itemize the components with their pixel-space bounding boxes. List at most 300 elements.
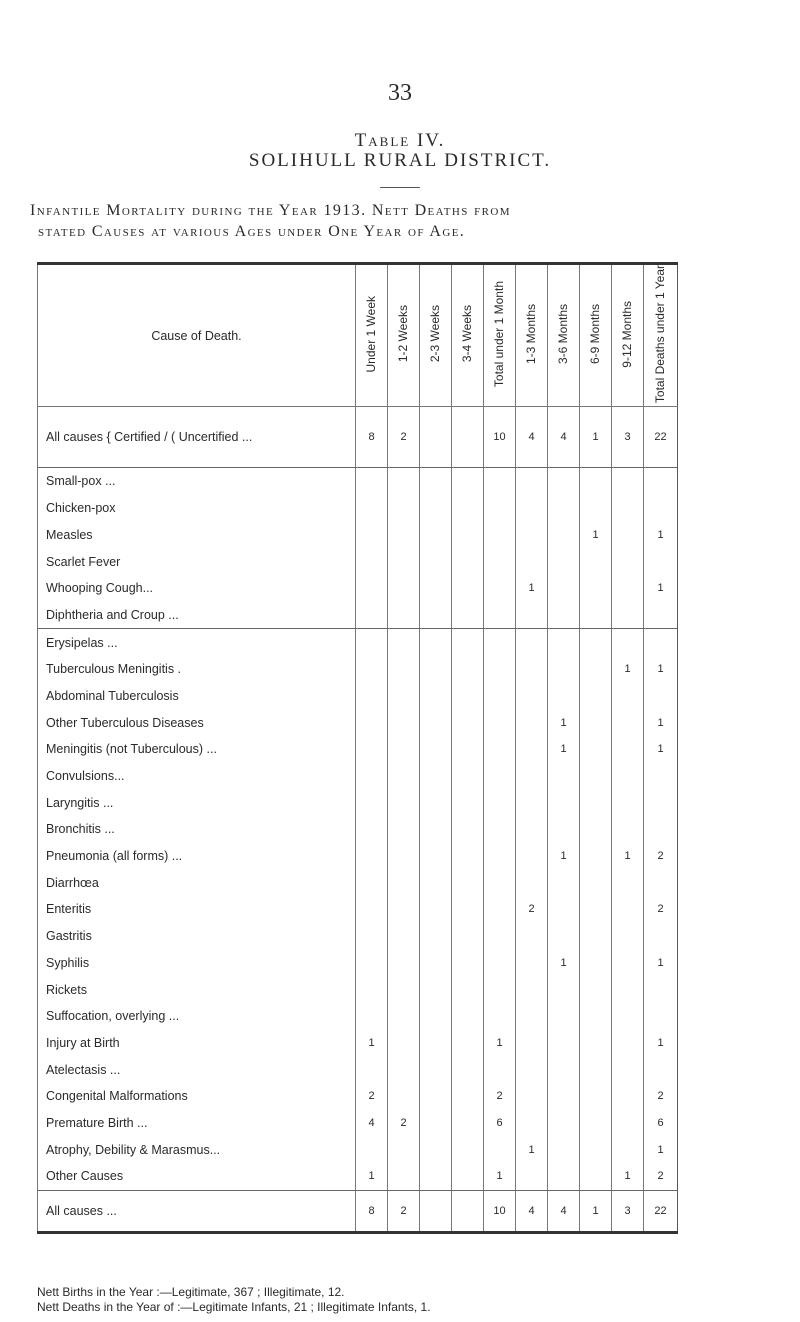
cell bbox=[516, 602, 548, 629]
cell bbox=[356, 656, 388, 683]
cell: 1 bbox=[612, 656, 644, 683]
cell bbox=[644, 629, 678, 656]
row-label: Atrophy, Debility & Marasmus... bbox=[38, 1136, 356, 1163]
cell bbox=[516, 976, 548, 1003]
cell bbox=[612, 1030, 644, 1057]
cell bbox=[644, 923, 678, 950]
cell bbox=[484, 1056, 516, 1083]
cell bbox=[484, 896, 516, 923]
cell bbox=[356, 976, 388, 1003]
cell bbox=[644, 976, 678, 1003]
cell: 4 bbox=[548, 407, 580, 468]
cell: 1 bbox=[580, 407, 612, 468]
cell bbox=[388, 949, 420, 976]
cell bbox=[548, 548, 580, 575]
cell bbox=[484, 656, 516, 683]
cell bbox=[356, 843, 388, 870]
cell bbox=[388, 1030, 420, 1057]
cell: 2 bbox=[388, 1190, 420, 1232]
cell bbox=[452, 816, 484, 843]
cell bbox=[484, 763, 516, 790]
cell: 10 bbox=[484, 407, 516, 468]
cell bbox=[580, 548, 612, 575]
header-total-under-1-month: Total under 1 Month bbox=[484, 264, 516, 407]
cell: 2 bbox=[644, 896, 678, 923]
cell: 1 bbox=[644, 656, 678, 683]
cell bbox=[516, 683, 548, 710]
cell bbox=[644, 789, 678, 816]
cell bbox=[612, 1136, 644, 1163]
cell bbox=[612, 548, 644, 575]
cell bbox=[580, 789, 612, 816]
cell bbox=[612, 949, 644, 976]
cell bbox=[580, 656, 612, 683]
cell bbox=[612, 736, 644, 763]
row-label: Convulsions... bbox=[38, 763, 356, 790]
cell: 4 bbox=[356, 1110, 388, 1137]
row-label: Bronchitis ... bbox=[38, 816, 356, 843]
cell bbox=[484, 843, 516, 870]
cell bbox=[612, 683, 644, 710]
cell: 3 bbox=[612, 1190, 644, 1232]
cell bbox=[452, 1030, 484, 1057]
cell bbox=[580, 1163, 612, 1190]
cell bbox=[612, 468, 644, 495]
cell bbox=[452, 789, 484, 816]
cell bbox=[452, 869, 484, 896]
cell bbox=[612, 896, 644, 923]
cell: 8 bbox=[356, 407, 388, 468]
header-cause: Cause of Death. bbox=[38, 264, 356, 407]
cell bbox=[356, 736, 388, 763]
cell: 10 bbox=[484, 1190, 516, 1232]
cell bbox=[388, 1003, 420, 1030]
cell bbox=[452, 923, 484, 950]
cell bbox=[580, 683, 612, 710]
cell bbox=[580, 1136, 612, 1163]
cell bbox=[452, 407, 484, 468]
cell bbox=[516, 1110, 548, 1137]
cell bbox=[548, 1056, 580, 1083]
header-row bbox=[38, 264, 678, 407]
cell bbox=[516, 869, 548, 896]
cell bbox=[644, 763, 678, 790]
row-label: Laryngitis ... bbox=[38, 789, 356, 816]
cell bbox=[420, 407, 452, 468]
cell: 1 bbox=[356, 1163, 388, 1190]
table-row bbox=[38, 736, 678, 763]
cell bbox=[388, 548, 420, 575]
cell bbox=[580, 1056, 612, 1083]
cell bbox=[452, 1056, 484, 1083]
table-row bbox=[38, 468, 678, 495]
cell bbox=[484, 923, 516, 950]
cell bbox=[484, 736, 516, 763]
cell bbox=[548, 1003, 580, 1030]
cell bbox=[420, 1083, 452, 1110]
cell: 1 bbox=[548, 843, 580, 870]
cell bbox=[644, 468, 678, 495]
cell bbox=[644, 869, 678, 896]
cell bbox=[356, 495, 388, 522]
cell bbox=[452, 548, 484, 575]
cell: 1 bbox=[612, 843, 644, 870]
cell bbox=[516, 789, 548, 816]
cell bbox=[356, 896, 388, 923]
cell bbox=[580, 1030, 612, 1057]
cell bbox=[356, 683, 388, 710]
cell: 2 bbox=[484, 1083, 516, 1110]
header-3-6-months: 3-6 Months bbox=[548, 264, 580, 407]
cell bbox=[388, 816, 420, 843]
cell: 1 bbox=[644, 575, 678, 602]
cell bbox=[420, 548, 452, 575]
cell bbox=[420, 816, 452, 843]
cell bbox=[356, 1003, 388, 1030]
table-row bbox=[38, 976, 678, 1003]
cell bbox=[580, 1110, 612, 1137]
cell bbox=[580, 602, 612, 629]
cell bbox=[420, 602, 452, 629]
cell bbox=[356, 1136, 388, 1163]
cell bbox=[516, 923, 548, 950]
cell bbox=[388, 1056, 420, 1083]
heading-line-2: stated Causes at various Ages under One Year of Age. bbox=[38, 223, 466, 240]
cell bbox=[516, 1003, 548, 1030]
cell bbox=[388, 495, 420, 522]
table-row bbox=[38, 896, 678, 923]
cell bbox=[612, 976, 644, 1003]
cell: 1 bbox=[516, 1136, 548, 1163]
table-row bbox=[38, 629, 678, 656]
cell bbox=[420, 521, 452, 548]
cell bbox=[516, 736, 548, 763]
cell bbox=[484, 468, 516, 495]
table-row bbox=[38, 1163, 678, 1190]
cell: 2 bbox=[388, 1110, 420, 1137]
row-label: Premature Birth ... bbox=[38, 1110, 356, 1137]
cell bbox=[516, 468, 548, 495]
cell: 4 bbox=[516, 407, 548, 468]
cell bbox=[484, 709, 516, 736]
row-label: Atelectasis ... bbox=[38, 1056, 356, 1083]
row-label: Other Tuberculous Diseases bbox=[38, 709, 356, 736]
cell bbox=[516, 1083, 548, 1110]
cell bbox=[644, 548, 678, 575]
cell: 3 bbox=[612, 407, 644, 468]
cell bbox=[452, 495, 484, 522]
cell bbox=[420, 1003, 452, 1030]
cell bbox=[420, 1163, 452, 1190]
cell bbox=[420, 656, 452, 683]
cell bbox=[420, 976, 452, 1003]
cell bbox=[484, 976, 516, 1003]
cell bbox=[548, 869, 580, 896]
cell bbox=[612, 1003, 644, 1030]
cell bbox=[580, 468, 612, 495]
cell bbox=[452, 468, 484, 495]
cell: 2 bbox=[644, 1163, 678, 1190]
cell bbox=[484, 602, 516, 629]
cell bbox=[580, 736, 612, 763]
cell bbox=[516, 816, 548, 843]
cell bbox=[452, 629, 484, 656]
cell bbox=[420, 789, 452, 816]
cell bbox=[612, 1083, 644, 1110]
cell bbox=[548, 656, 580, 683]
cell bbox=[548, 575, 580, 602]
table-row bbox=[38, 575, 678, 602]
cell bbox=[516, 521, 548, 548]
cell bbox=[452, 709, 484, 736]
cell bbox=[420, 949, 452, 976]
cell bbox=[388, 869, 420, 896]
cell bbox=[548, 1083, 580, 1110]
cell bbox=[548, 1030, 580, 1057]
row-label: Chicken-pox bbox=[38, 495, 356, 522]
cell bbox=[612, 495, 644, 522]
cell: 1 bbox=[644, 1136, 678, 1163]
cell bbox=[420, 763, 452, 790]
cell bbox=[484, 1003, 516, 1030]
cell bbox=[452, 521, 484, 548]
cell: 1 bbox=[548, 949, 580, 976]
cell bbox=[516, 495, 548, 522]
table-row bbox=[38, 816, 678, 843]
cell bbox=[420, 736, 452, 763]
cell bbox=[548, 976, 580, 1003]
cell bbox=[388, 683, 420, 710]
cell bbox=[452, 602, 484, 629]
cell bbox=[420, 1110, 452, 1137]
cell bbox=[484, 949, 516, 976]
cell bbox=[420, 468, 452, 495]
cell bbox=[420, 1056, 452, 1083]
cell bbox=[548, 789, 580, 816]
header-1-3-months: 1-3 Months bbox=[516, 264, 548, 407]
cell bbox=[420, 629, 452, 656]
cell: 8 bbox=[356, 1190, 388, 1232]
cell bbox=[516, 1163, 548, 1190]
cell bbox=[420, 1190, 452, 1232]
cell bbox=[484, 869, 516, 896]
cell bbox=[420, 575, 452, 602]
cell bbox=[388, 521, 420, 548]
cell: 22 bbox=[644, 1190, 678, 1232]
cell bbox=[388, 1163, 420, 1190]
row-label: Injury at Birth bbox=[38, 1030, 356, 1057]
row-label: Erysipelas ... bbox=[38, 629, 356, 656]
cell bbox=[580, 709, 612, 736]
row-label: Congenital Malformations bbox=[38, 1083, 356, 1110]
table-body bbox=[38, 407, 678, 1233]
cell bbox=[356, 1056, 388, 1083]
cell bbox=[356, 602, 388, 629]
cell: 2 bbox=[644, 843, 678, 870]
cell: 1 bbox=[644, 521, 678, 548]
row-label: Enteritis bbox=[38, 896, 356, 923]
row-label: Diphtheria and Croup ... bbox=[38, 602, 356, 629]
header-9-12-months: 9-12 Months bbox=[612, 264, 644, 407]
cell bbox=[452, 976, 484, 1003]
row-label: Whooping Cough... bbox=[38, 575, 356, 602]
cell bbox=[516, 1056, 548, 1083]
row-label: All causes ... bbox=[38, 1190, 356, 1232]
cell bbox=[356, 548, 388, 575]
cell bbox=[548, 896, 580, 923]
cell bbox=[388, 843, 420, 870]
table-row bbox=[38, 548, 678, 575]
cell bbox=[484, 575, 516, 602]
row-label: Suffocation, overlying ... bbox=[38, 1003, 356, 1030]
cell bbox=[356, 789, 388, 816]
cell bbox=[516, 656, 548, 683]
cell bbox=[356, 949, 388, 976]
cell bbox=[452, 575, 484, 602]
row-label: Rickets bbox=[38, 976, 356, 1003]
row-label: Other Causes bbox=[38, 1163, 356, 1190]
cell bbox=[644, 1056, 678, 1083]
table-row bbox=[38, 1110, 678, 1137]
cell bbox=[452, 896, 484, 923]
cell bbox=[420, 1030, 452, 1057]
cell: 1 bbox=[548, 709, 580, 736]
row-label: Measles bbox=[38, 521, 356, 548]
cell bbox=[580, 629, 612, 656]
header-3-4-weeks: 3-4 Weeks bbox=[452, 264, 484, 407]
cell bbox=[516, 629, 548, 656]
cell bbox=[548, 468, 580, 495]
cell bbox=[580, 495, 612, 522]
cell bbox=[420, 495, 452, 522]
cell bbox=[452, 1110, 484, 1137]
cell bbox=[516, 843, 548, 870]
cell bbox=[580, 763, 612, 790]
cell bbox=[484, 521, 516, 548]
cell bbox=[452, 843, 484, 870]
cell bbox=[548, 763, 580, 790]
cell bbox=[388, 468, 420, 495]
cell bbox=[452, 1136, 484, 1163]
cell bbox=[580, 976, 612, 1003]
cell: 4 bbox=[548, 1190, 580, 1232]
cell bbox=[484, 789, 516, 816]
cell: 1 bbox=[644, 736, 678, 763]
cell: 1 bbox=[516, 575, 548, 602]
cell: 1 bbox=[356, 1030, 388, 1057]
table-row bbox=[38, 869, 678, 896]
cell bbox=[484, 548, 516, 575]
cell bbox=[484, 495, 516, 522]
cell bbox=[388, 629, 420, 656]
cell: 1 bbox=[484, 1163, 516, 1190]
table-row bbox=[38, 709, 678, 736]
table-row bbox=[38, 495, 678, 522]
cell: 1 bbox=[644, 949, 678, 976]
table-row bbox=[38, 1056, 678, 1083]
cell bbox=[612, 1110, 644, 1137]
header-1-2-weeks: 1-2 Weeks bbox=[388, 264, 420, 407]
header-under-1-week: Under 1 Week bbox=[356, 264, 388, 407]
table-row bbox=[38, 923, 678, 950]
cell bbox=[644, 495, 678, 522]
row-label: Pneumonia (all forms) ... bbox=[38, 843, 356, 870]
cell: 2 bbox=[356, 1083, 388, 1110]
cell: 1 bbox=[484, 1030, 516, 1057]
cell bbox=[356, 521, 388, 548]
cell bbox=[452, 763, 484, 790]
district-title: SOLIHULL RURAL DISTRICT. bbox=[248, 150, 552, 171]
cell bbox=[420, 843, 452, 870]
cell bbox=[612, 602, 644, 629]
cell: 22 bbox=[644, 407, 678, 468]
cell bbox=[356, 629, 388, 656]
cell bbox=[484, 629, 516, 656]
page-number: 33 bbox=[388, 80, 412, 106]
table-row bbox=[38, 843, 678, 870]
cell bbox=[420, 869, 452, 896]
cell bbox=[452, 656, 484, 683]
cell bbox=[388, 1083, 420, 1110]
cell: 1 bbox=[580, 1190, 612, 1232]
cell bbox=[516, 949, 548, 976]
cell bbox=[388, 789, 420, 816]
footnote-births: Nett Births in the Year :—Legitimate, 367 ; Illegitimate, 12. bbox=[37, 1285, 345, 1299]
cell bbox=[388, 736, 420, 763]
cell: 2 bbox=[388, 407, 420, 468]
cell bbox=[356, 763, 388, 790]
cell: 1 bbox=[548, 736, 580, 763]
cell bbox=[388, 1136, 420, 1163]
cell bbox=[452, 1003, 484, 1030]
table-row bbox=[38, 602, 678, 629]
cell: 6 bbox=[644, 1110, 678, 1137]
cell bbox=[548, 495, 580, 522]
table-number: Table IV. bbox=[354, 130, 446, 151]
cell bbox=[420, 923, 452, 950]
cell bbox=[548, 521, 580, 548]
header-2-3-weeks: 2-3 Weeks bbox=[420, 264, 452, 407]
table-row bbox=[38, 1003, 678, 1030]
cell bbox=[420, 683, 452, 710]
cell bbox=[548, 629, 580, 656]
cell bbox=[580, 923, 612, 950]
title-rule bbox=[380, 187, 420, 188]
cell bbox=[580, 896, 612, 923]
footnote-deaths: Nett Deaths in the Year of :—Legitimate Infants, 21 ; Illegitimate Infants, 1. bbox=[37, 1300, 431, 1314]
table-row bbox=[38, 763, 678, 790]
cell bbox=[580, 949, 612, 976]
cell bbox=[516, 709, 548, 736]
cell: 1 bbox=[580, 521, 612, 548]
cell bbox=[356, 575, 388, 602]
cell bbox=[452, 736, 484, 763]
cell bbox=[484, 683, 516, 710]
cell bbox=[548, 923, 580, 950]
cell bbox=[580, 816, 612, 843]
row-label: Tuberculous Meningitis . bbox=[38, 656, 356, 683]
cell bbox=[612, 575, 644, 602]
row-label: Diarrhœa bbox=[38, 869, 356, 896]
cell bbox=[420, 896, 452, 923]
cell bbox=[580, 575, 612, 602]
cell bbox=[356, 709, 388, 736]
row-label: Gastritis bbox=[38, 923, 356, 950]
cell bbox=[516, 548, 548, 575]
summary-row bbox=[38, 407, 678, 468]
mortality-table bbox=[37, 262, 678, 1234]
cell bbox=[580, 869, 612, 896]
